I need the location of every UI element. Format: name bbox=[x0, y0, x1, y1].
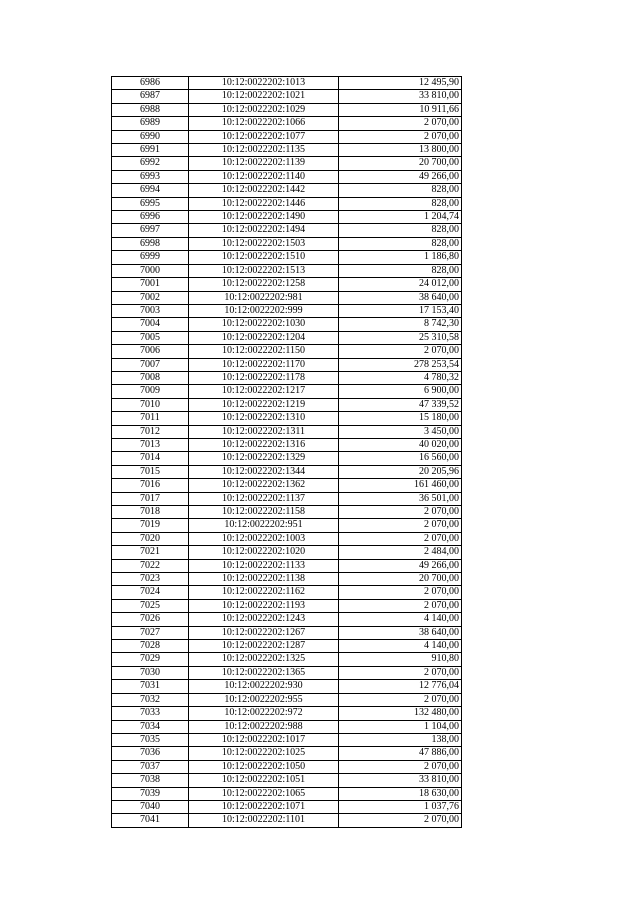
table-row bbox=[112, 640, 462, 653]
table-row bbox=[112, 237, 462, 250]
cadastral-number-cell: 10:12:0022202:1267 bbox=[189, 626, 339, 639]
amount-cell: 6 900,00 bbox=[339, 385, 462, 398]
amount-cell: 47 339,52 bbox=[339, 398, 462, 411]
row-number-cell: 7000 bbox=[112, 264, 189, 277]
table-row bbox=[112, 331, 462, 344]
table-row bbox=[112, 304, 462, 317]
amount-cell: 20 205,96 bbox=[339, 465, 462, 478]
cadastral-number-cell: 10:12:0022202:981 bbox=[189, 291, 339, 304]
row-number-cell: 7007 bbox=[112, 358, 189, 371]
table-row bbox=[112, 77, 462, 90]
table-row bbox=[112, 573, 462, 586]
table-row bbox=[112, 546, 462, 559]
cadastral-number-cell: 10:12:0022202:1219 bbox=[189, 398, 339, 411]
amount-cell: 828,00 bbox=[339, 237, 462, 250]
cadastral-number-cell: 10:12:0022202:1316 bbox=[189, 438, 339, 451]
row-number-cell: 6996 bbox=[112, 211, 189, 224]
cadastral-number-cell: 10:12:0022202:1150 bbox=[189, 345, 339, 358]
cadastral-number-cell: 10:12:0022202:1170 bbox=[189, 358, 339, 371]
row-number-cell: 7041 bbox=[112, 814, 189, 827]
row-number-cell: 7037 bbox=[112, 760, 189, 773]
amount-cell: 38 640,00 bbox=[339, 291, 462, 304]
table-row bbox=[112, 479, 462, 492]
amount-cell: 12 495,90 bbox=[339, 77, 462, 90]
cadastral-number-cell: 10:12:0022202:1442 bbox=[189, 184, 339, 197]
row-number-cell: 6989 bbox=[112, 117, 189, 130]
amount-cell: 910,80 bbox=[339, 653, 462, 666]
cadastral-number-cell: 10:12:0022202:1243 bbox=[189, 613, 339, 626]
table-row bbox=[112, 586, 462, 599]
amount-cell: 2 070,00 bbox=[339, 130, 462, 143]
amount-cell: 10 911,66 bbox=[339, 103, 462, 116]
table-row bbox=[112, 653, 462, 666]
cadastral-number-cell: 10:12:0022202:1030 bbox=[189, 318, 339, 331]
table-row bbox=[112, 358, 462, 371]
table-row bbox=[112, 814, 462, 827]
cadastral-number-cell: 10:12:0022202:1365 bbox=[189, 666, 339, 679]
table-row bbox=[112, 693, 462, 706]
cadastral-number-cell: 10:12:0022202:1362 bbox=[189, 479, 339, 492]
row-number-cell: 7003 bbox=[112, 304, 189, 317]
row-number-cell: 6992 bbox=[112, 157, 189, 170]
row-number-cell: 6986 bbox=[112, 77, 189, 90]
cadastral-number-cell: 10:12:0022202:1017 bbox=[189, 733, 339, 746]
row-number-cell: 6993 bbox=[112, 170, 189, 183]
table-row bbox=[112, 733, 462, 746]
amount-cell: 1 037,76 bbox=[339, 800, 462, 813]
amount-cell: 20 700,00 bbox=[339, 157, 462, 170]
amount-cell: 20 700,00 bbox=[339, 573, 462, 586]
row-number-cell: 7011 bbox=[112, 412, 189, 425]
table-row bbox=[112, 680, 462, 693]
cadastral-number-cell: 10:12:0022202:1021 bbox=[189, 90, 339, 103]
amount-cell: 2 070,00 bbox=[339, 586, 462, 599]
table-row bbox=[112, 211, 462, 224]
cadastral-number-cell: 10:12:0022202:1137 bbox=[189, 492, 339, 505]
table-row bbox=[112, 90, 462, 103]
amount-cell: 3 450,00 bbox=[339, 425, 462, 438]
amount-cell: 138,00 bbox=[339, 733, 462, 746]
cadastral-number-cell: 10:12:0022202:1077 bbox=[189, 130, 339, 143]
table-row bbox=[112, 144, 462, 157]
table-row bbox=[112, 371, 462, 384]
cadastral-number-cell: 10:12:0022202:1003 bbox=[189, 532, 339, 545]
amount-cell: 2 070,00 bbox=[339, 519, 462, 532]
row-number-cell: 7008 bbox=[112, 371, 189, 384]
amount-cell: 828,00 bbox=[339, 224, 462, 237]
table-row bbox=[112, 707, 462, 720]
row-number-cell: 7033 bbox=[112, 707, 189, 720]
table-row bbox=[112, 519, 462, 532]
table-row bbox=[112, 291, 462, 304]
amount-cell: 38 640,00 bbox=[339, 626, 462, 639]
cadastral-number-cell: 10:12:0022202:1446 bbox=[189, 197, 339, 210]
amount-cell: 828,00 bbox=[339, 264, 462, 277]
cadastral-number-cell: 10:12:0022202:1513 bbox=[189, 264, 339, 277]
table-row bbox=[112, 666, 462, 679]
row-number-cell: 7014 bbox=[112, 452, 189, 465]
cadastral-number-cell: 10:12:0022202:1013 bbox=[189, 77, 339, 90]
cadastral-number-cell: 10:12:0022202:999 bbox=[189, 304, 339, 317]
amount-cell: 4 140,00 bbox=[339, 640, 462, 653]
cadastral-number-cell: 10:12:0022202:1050 bbox=[189, 760, 339, 773]
amount-cell: 40 020,00 bbox=[339, 438, 462, 451]
row-number-cell: 7021 bbox=[112, 546, 189, 559]
row-number-cell: 7029 bbox=[112, 653, 189, 666]
cadastral-number-cell: 10:12:0022202:1020 bbox=[189, 546, 339, 559]
table-row bbox=[112, 532, 462, 545]
table-row bbox=[112, 438, 462, 451]
cadastral-number-cell: 10:12:0022202:1490 bbox=[189, 211, 339, 224]
table-row bbox=[112, 800, 462, 813]
table-row bbox=[112, 465, 462, 478]
cadastral-number-cell: 10:12:0022202:955 bbox=[189, 693, 339, 706]
amount-cell: 12 776,04 bbox=[339, 680, 462, 693]
amount-cell: 2 070,00 bbox=[339, 814, 462, 827]
row-number-cell: 7015 bbox=[112, 465, 189, 478]
cadastral-number-cell: 10:12:0022202:1193 bbox=[189, 599, 339, 612]
row-number-cell: 7040 bbox=[112, 800, 189, 813]
cadastral-number-cell: 10:12:0022202:1344 bbox=[189, 465, 339, 478]
amount-cell: 828,00 bbox=[339, 197, 462, 210]
table-row bbox=[112, 559, 462, 572]
cadastral-number-cell: 10:12:0022202:1071 bbox=[189, 800, 339, 813]
row-number-cell: 7022 bbox=[112, 559, 189, 572]
cadastral-number-cell: 10:12:0022202:1494 bbox=[189, 224, 339, 237]
amount-cell: 2 070,00 bbox=[339, 760, 462, 773]
row-number-cell: 7012 bbox=[112, 425, 189, 438]
row-number-cell: 7028 bbox=[112, 640, 189, 653]
amount-cell: 18 630,00 bbox=[339, 787, 462, 800]
cadastral-number-cell: 10:12:0022202:1158 bbox=[189, 506, 339, 519]
row-number-cell: 7030 bbox=[112, 666, 189, 679]
row-number-cell: 7027 bbox=[112, 626, 189, 639]
amount-cell: 13 800,00 bbox=[339, 144, 462, 157]
cadastral-number-cell: 10:12:0022202:1140 bbox=[189, 170, 339, 183]
cadastral-number-cell: 10:12:0022202:988 bbox=[189, 720, 339, 733]
row-number-cell: 7035 bbox=[112, 733, 189, 746]
table-row bbox=[112, 787, 462, 800]
cadastral-number-cell: 10:12:0022202:1311 bbox=[189, 425, 339, 438]
amount-cell: 1 186,80 bbox=[339, 251, 462, 264]
amount-cell: 1 104,00 bbox=[339, 720, 462, 733]
amount-cell: 132 480,00 bbox=[339, 707, 462, 720]
cadastral-number-cell: 10:12:0022202:1101 bbox=[189, 814, 339, 827]
table-row bbox=[112, 278, 462, 291]
table-row bbox=[112, 774, 462, 787]
amount-cell: 161 460,00 bbox=[339, 479, 462, 492]
table-row bbox=[112, 452, 462, 465]
cadastral-number-cell: 10:12:0022202:1139 bbox=[189, 157, 339, 170]
amount-cell: 17 153,40 bbox=[339, 304, 462, 317]
cadastral-number-cell: 10:12:0022202:1325 bbox=[189, 653, 339, 666]
row-number-cell: 7017 bbox=[112, 492, 189, 505]
row-number-cell: 7004 bbox=[112, 318, 189, 331]
amount-cell: 2 070,00 bbox=[339, 599, 462, 612]
row-number-cell: 7034 bbox=[112, 720, 189, 733]
row-number-cell: 7001 bbox=[112, 278, 189, 291]
table-row bbox=[112, 626, 462, 639]
table-row bbox=[112, 117, 462, 130]
table-row bbox=[112, 157, 462, 170]
row-number-cell: 7031 bbox=[112, 680, 189, 693]
table-row bbox=[112, 506, 462, 519]
table-row bbox=[112, 103, 462, 116]
cadastral-number-cell: 10:12:0022202:1287 bbox=[189, 640, 339, 653]
cadastral-number-cell: 10:12:0022202:972 bbox=[189, 707, 339, 720]
row-number-cell: 7013 bbox=[112, 438, 189, 451]
table-row bbox=[112, 385, 462, 398]
row-number-cell: 6998 bbox=[112, 237, 189, 250]
cadastral-number-cell: 10:12:0022202:1051 bbox=[189, 774, 339, 787]
table-row bbox=[112, 747, 462, 760]
amount-cell: 25 310,58 bbox=[339, 331, 462, 344]
amount-cell: 2 070,00 bbox=[339, 666, 462, 679]
row-number-cell: 6991 bbox=[112, 144, 189, 157]
row-number-cell: 7002 bbox=[112, 291, 189, 304]
cadastral-number-cell: 10:12:0022202:951 bbox=[189, 519, 339, 532]
amount-cell: 2 070,00 bbox=[339, 693, 462, 706]
row-number-cell: 7024 bbox=[112, 586, 189, 599]
row-number-cell: 7016 bbox=[112, 479, 189, 492]
amount-cell: 1 204,74 bbox=[339, 211, 462, 224]
cadastral-number-cell: 10:12:0022202:1503 bbox=[189, 237, 339, 250]
row-number-cell: 7038 bbox=[112, 774, 189, 787]
table-row bbox=[112, 345, 462, 358]
row-number-cell: 7023 bbox=[112, 573, 189, 586]
cadastral-number-cell: 10:12:0022202:1025 bbox=[189, 747, 339, 760]
cadastral-number-cell: 10:12:0022202:1133 bbox=[189, 559, 339, 572]
cadastral-number-cell: 10:12:0022202:1135 bbox=[189, 144, 339, 157]
row-number-cell: 6994 bbox=[112, 184, 189, 197]
cadastral-number-cell: 10:12:0022202:1065 bbox=[189, 787, 339, 800]
amount-cell: 4 140,00 bbox=[339, 613, 462, 626]
row-number-cell: 7039 bbox=[112, 787, 189, 800]
amount-cell: 278 253,54 bbox=[339, 358, 462, 371]
row-number-cell: 7020 bbox=[112, 532, 189, 545]
amount-cell: 2 070,00 bbox=[339, 506, 462, 519]
table-row bbox=[112, 251, 462, 264]
table-row bbox=[112, 130, 462, 143]
amount-cell: 2 070,00 bbox=[339, 117, 462, 130]
cadastral-number-cell: 10:12:0022202:1204 bbox=[189, 331, 339, 344]
data-table bbox=[111, 76, 462, 828]
amount-cell: 49 266,00 bbox=[339, 559, 462, 572]
row-number-cell: 7006 bbox=[112, 345, 189, 358]
amount-cell: 828,00 bbox=[339, 184, 462, 197]
row-number-cell: 7036 bbox=[112, 747, 189, 760]
amount-cell: 33 810,00 bbox=[339, 774, 462, 787]
table-row bbox=[112, 720, 462, 733]
amount-cell: 47 886,00 bbox=[339, 747, 462, 760]
table-row bbox=[112, 184, 462, 197]
amount-cell: 2 070,00 bbox=[339, 345, 462, 358]
cadastral-number-cell: 10:12:0022202:1217 bbox=[189, 385, 339, 398]
row-number-cell: 6990 bbox=[112, 130, 189, 143]
amount-cell: 15 180,00 bbox=[339, 412, 462, 425]
table-row bbox=[112, 492, 462, 505]
amount-cell: 16 560,00 bbox=[339, 452, 462, 465]
table-row bbox=[112, 264, 462, 277]
cadastral-number-cell: 10:12:0022202:1066 bbox=[189, 117, 339, 130]
row-number-cell: 7005 bbox=[112, 331, 189, 344]
amount-cell: 4 780,32 bbox=[339, 371, 462, 384]
table-row bbox=[112, 224, 462, 237]
table-row bbox=[112, 412, 462, 425]
row-number-cell: 6995 bbox=[112, 197, 189, 210]
amount-cell: 36 501,00 bbox=[339, 492, 462, 505]
table-body bbox=[112, 77, 462, 828]
cadastral-number-cell: 10:12:0022202:1178 bbox=[189, 371, 339, 384]
cadastral-number-cell: 10:12:0022202:1162 bbox=[189, 586, 339, 599]
table-row bbox=[112, 197, 462, 210]
row-number-cell: 7010 bbox=[112, 398, 189, 411]
amount-cell: 33 810,00 bbox=[339, 90, 462, 103]
table-row bbox=[112, 398, 462, 411]
amount-cell: 2 070,00 bbox=[339, 532, 462, 545]
row-number-cell: 7025 bbox=[112, 599, 189, 612]
cadastral-number-cell: 10:12:0022202:1329 bbox=[189, 452, 339, 465]
amount-cell: 24 012,00 bbox=[339, 278, 462, 291]
row-number-cell: 7018 bbox=[112, 506, 189, 519]
row-number-cell: 7026 bbox=[112, 613, 189, 626]
row-number-cell: 6999 bbox=[112, 251, 189, 264]
amount-cell: 2 484,00 bbox=[339, 546, 462, 559]
row-number-cell: 7009 bbox=[112, 385, 189, 398]
table-row bbox=[112, 170, 462, 183]
row-number-cell: 7032 bbox=[112, 693, 189, 706]
cadastral-number-cell: 10:12:0022202:1510 bbox=[189, 251, 339, 264]
cadastral-number-cell: 10:12:0022202:930 bbox=[189, 680, 339, 693]
cadastral-number-cell: 10:12:0022202:1258 bbox=[189, 278, 339, 291]
table-row bbox=[112, 318, 462, 331]
cadastral-number-cell: 10:12:0022202:1138 bbox=[189, 573, 339, 586]
row-number-cell: 6988 bbox=[112, 103, 189, 116]
cadastral-number-cell: 10:12:0022202:1029 bbox=[189, 103, 339, 116]
table-row bbox=[112, 599, 462, 612]
table-row bbox=[112, 425, 462, 438]
table-row bbox=[112, 760, 462, 773]
amount-cell: 49 266,00 bbox=[339, 170, 462, 183]
table-row bbox=[112, 613, 462, 626]
row-number-cell: 6997 bbox=[112, 224, 189, 237]
cadastral-number-cell: 10:12:0022202:1310 bbox=[189, 412, 339, 425]
row-number-cell: 6987 bbox=[112, 90, 189, 103]
amount-cell: 8 742,30 bbox=[339, 318, 462, 331]
row-number-cell: 7019 bbox=[112, 519, 189, 532]
